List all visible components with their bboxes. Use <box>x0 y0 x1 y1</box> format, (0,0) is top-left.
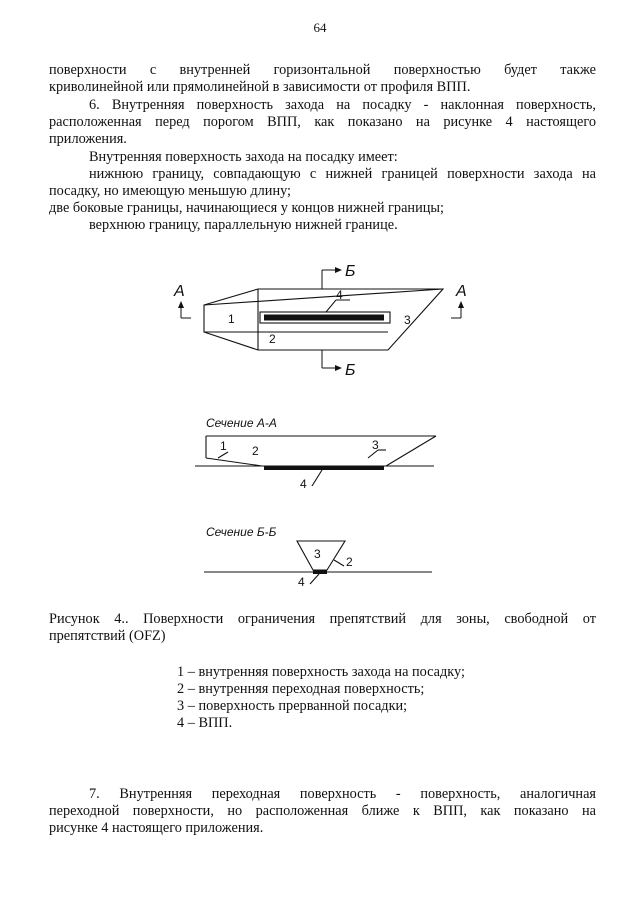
section-aa-title: Сечение А-А <box>206 416 277 430</box>
text-line: переходной поверхности, но расположенная ближе к ВПП, как показано на <box>49 803 596 819</box>
intro-paragraph <box>49 62 596 96</box>
bounds-heading: Внутренняя поверхность захода на посадку имеет: <box>89 149 398 165</box>
section-aa-balked-slope <box>386 436 436 466</box>
section-aa-drawing <box>0 410 640 490</box>
section-bb-label-4: 4 <box>298 575 305 589</box>
text-line: нижнюю границу, совпадающую с нижней границей поверхности захода на <box>89 166 596 182</box>
label-4-leader <box>326 300 336 312</box>
figure-caption <box>49 611 596 645</box>
section-a-arrowhead-left <box>178 301 184 308</box>
plan-label-3: 3 <box>404 313 411 327</box>
plan-label-4: 4 <box>336 288 343 302</box>
item-6-paragraph <box>49 97 596 148</box>
section-bb-title: Сечение Б-Б <box>206 525 277 539</box>
runway-strip <box>264 315 384 321</box>
text-line: Рисунок 4.. Поверхности ограничения препятствий для зоны, свободной от <box>49 611 596 627</box>
label-4-leader-aa <box>312 470 322 486</box>
text-line: приложения. <box>49 131 127 147</box>
label-4-leader-bb <box>310 574 319 584</box>
section-b-arrowhead-top <box>335 267 342 273</box>
bounds-paragraph <box>49 149 596 234</box>
section-b-arrowhead-bottom <box>335 365 342 371</box>
section-aa-approach-slope <box>206 458 262 466</box>
page-number: 64 <box>313 20 327 35</box>
label-2-leader-bb <box>334 560 344 566</box>
section-bb-label-3: 3 <box>314 547 321 561</box>
text-line: криволинейной или прямолинейной в зависимости от профиля ВПП. <box>49 79 471 95</box>
section-aa-label-3: 3 <box>372 438 379 452</box>
section-bb-label-2: 2 <box>346 555 353 569</box>
text-line: рисунке 4 настоящего приложения. <box>49 820 264 836</box>
legend-item: 3 – поверхность прерванной посадки; <box>177 698 408 714</box>
text-line: две боковые границы, начинающиеся у концов нижней границы; <box>49 200 444 216</box>
section-a-label-left: А <box>174 283 185 300</box>
plan-label-2: 2 <box>269 332 276 346</box>
section-a-arrowhead-right <box>458 301 464 308</box>
item-7-paragraph <box>49 786 596 837</box>
section-bb-drawing <box>0 520 640 590</box>
section-aa-label-2: 2 <box>252 444 259 458</box>
figure-legend <box>177 664 465 732</box>
plan-view-drawing <box>0 255 640 395</box>
section-aa-label-4: 4 <box>300 477 307 490</box>
text-line: 7. Внутренняя переходная поверхность - поверхность, аналогичная <box>89 786 596 802</box>
section-aa-runway <box>264 466 384 470</box>
section-bb-runway <box>313 570 327 574</box>
text-line: препятствий (OFZ) <box>49 628 166 644</box>
section-bb-trapezoid <box>297 541 345 570</box>
plan-boundary-upper <box>204 289 443 305</box>
legend-item: 4 – ВПП. <box>177 715 233 731</box>
text-line: расположенная перед порогом ВПП, как показано на рисунке 4 настоящего <box>49 114 596 130</box>
legend-item: 2 – внутренняя переходная поверхность; <box>177 681 425 697</box>
plan-label-1: 1 <box>228 312 235 326</box>
text-line: посадку, но имеющую меньшую длину; <box>49 183 292 199</box>
section-aa-label-1: 1 <box>220 439 227 453</box>
section-b-label-bottom: Б <box>345 362 356 379</box>
legend-item: 1 – внутренняя поверхность захода на посадку; <box>177 664 465 680</box>
text-line: 6. Внутренняя поверхность захода на посадку - наклонная поверхность, <box>89 97 596 113</box>
section-b-label-top: Б <box>345 263 356 280</box>
text-line: верхнюю границу, параллельную нижней границе. <box>89 217 398 233</box>
section-a-label-right: А <box>456 283 467 300</box>
text-line: поверхности с внутренней горизонтальной поверхностью будет также <box>49 62 596 78</box>
